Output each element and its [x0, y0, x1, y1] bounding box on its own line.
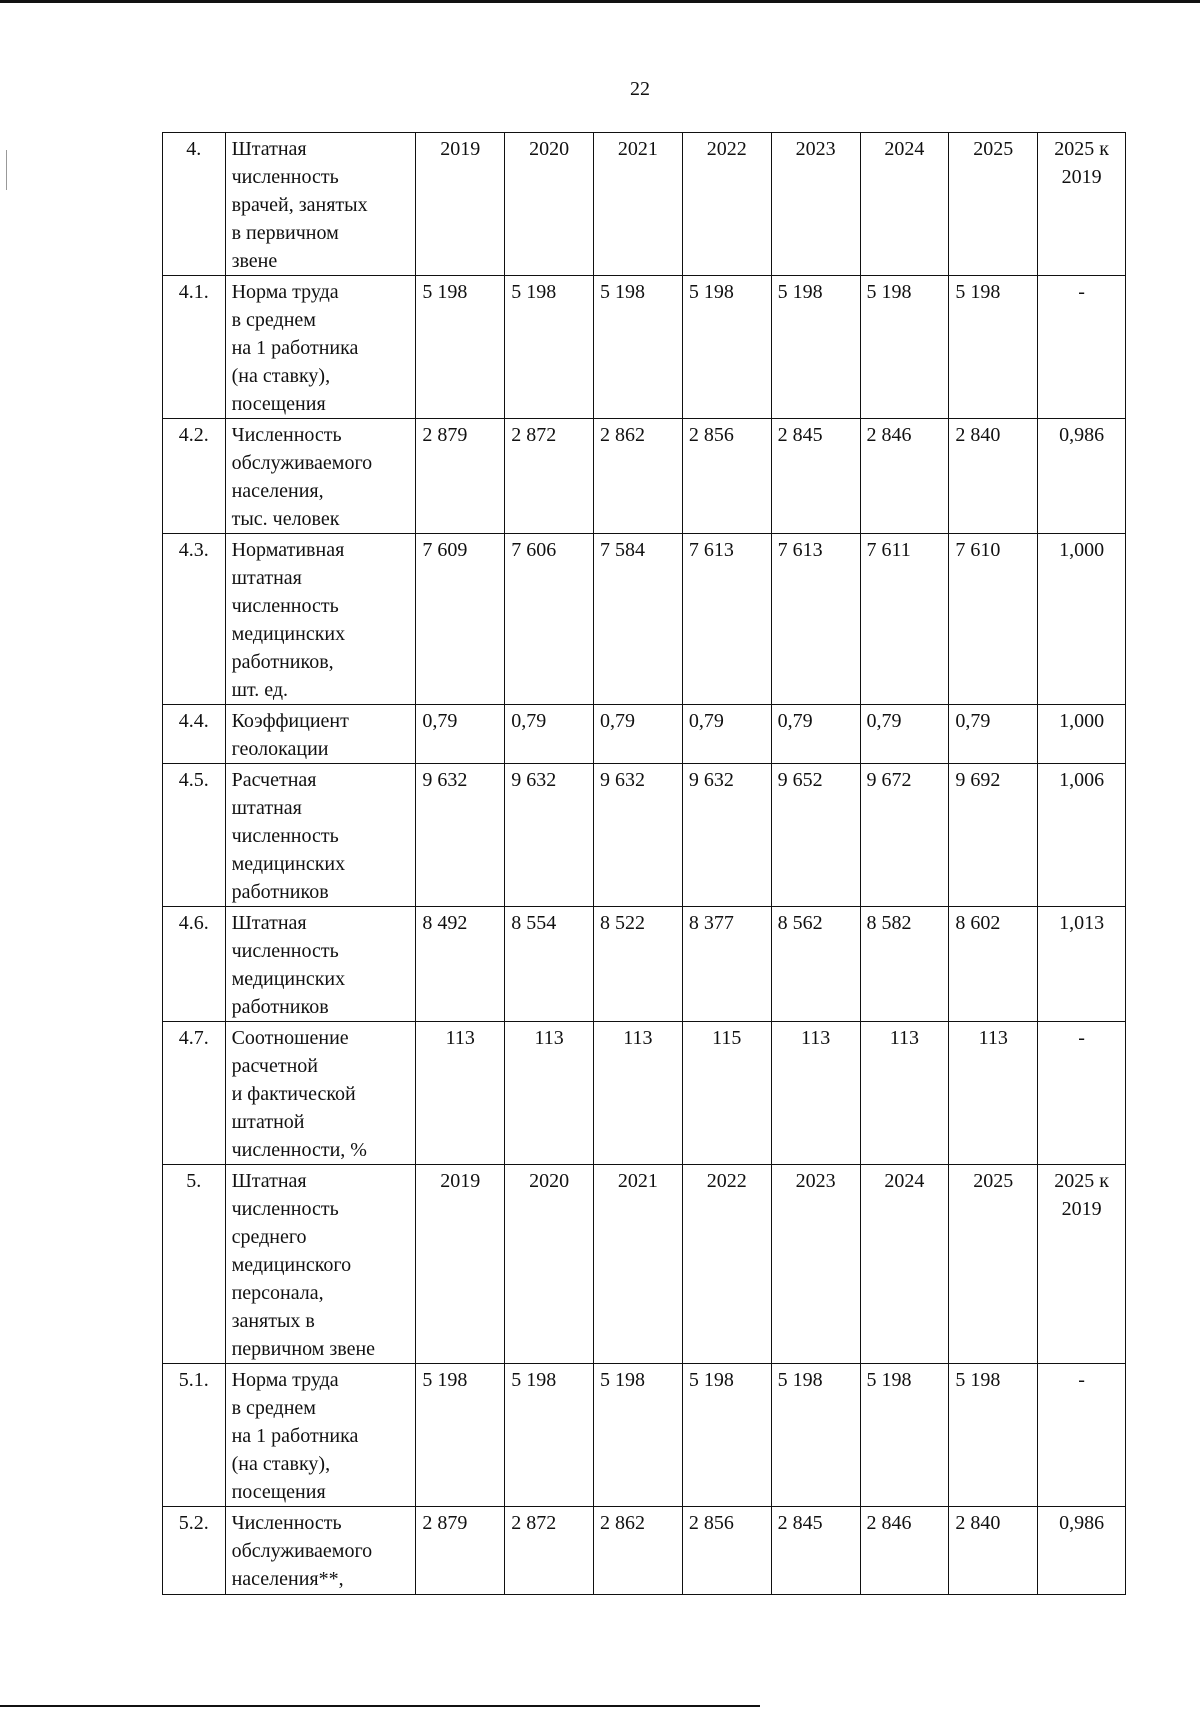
ratio-cell: - — [1038, 276, 1126, 419]
value-cell: 7 613 — [682, 534, 771, 705]
value-cell: 5 198 — [771, 1364, 860, 1507]
ratio-cell: - — [1038, 1364, 1126, 1507]
value-cell: 9 632 — [505, 764, 594, 907]
value-cell: 2020 — [505, 1165, 594, 1364]
value-cell: 2021 — [594, 133, 683, 276]
value-cell: 2 879 — [416, 1507, 505, 1595]
table-row — [163, 1364, 1126, 1507]
row-number: 5. — [163, 1165, 226, 1364]
ratio-cell: 2025 к 2019 — [1038, 1165, 1126, 1364]
value-cell: 113 — [771, 1022, 860, 1165]
value-cell: 2 840 — [949, 419, 1038, 534]
value-cell: 8 377 — [682, 907, 771, 1022]
value-cell: 2025 — [949, 1165, 1038, 1364]
row-number: 4.5. — [163, 764, 226, 907]
value-cell: 2 856 — [682, 1507, 771, 1595]
value-cell: 8 554 — [505, 907, 594, 1022]
row-label: Норма труда в среднем на 1 работника (на ставку), посещения — [225, 1364, 416, 1507]
table-row — [163, 534, 1126, 705]
table-row — [163, 764, 1126, 907]
ratio-cell: 2025 к 2019 — [1038, 133, 1126, 276]
row-number: 4.2. — [163, 419, 226, 534]
table-body — [163, 133, 1126, 1595]
row-label: Штатная численность среднего медицинского персонала, занятых в первичном звене — [225, 1165, 416, 1364]
page-number: 22 — [630, 78, 650, 100]
table-row — [163, 419, 1126, 534]
value-cell: 2024 — [860, 133, 949, 276]
value-cell: 7 613 — [771, 534, 860, 705]
value-cell: 7 611 — [860, 534, 949, 705]
left-scan-mark — [6, 150, 7, 190]
table-row — [163, 276, 1126, 419]
value-cell: 2 872 — [505, 419, 594, 534]
value-cell: 113 — [505, 1022, 594, 1165]
row-number: 5.2. — [163, 1507, 226, 1595]
table-row — [163, 1022, 1126, 1165]
value-cell: 2019 — [416, 133, 505, 276]
value-cell: 113 — [594, 1022, 683, 1165]
row-number: 4. — [163, 133, 226, 276]
value-cell: 5 198 — [505, 276, 594, 419]
table-row — [163, 907, 1126, 1022]
value-cell: 2021 — [594, 1165, 683, 1364]
value-cell: 0,79 — [416, 705, 505, 764]
row-number: 4.4. — [163, 705, 226, 764]
value-cell: 0,79 — [682, 705, 771, 764]
value-cell: 9 692 — [949, 764, 1038, 907]
value-cell: 2 856 — [682, 419, 771, 534]
value-cell: 2025 — [949, 133, 1038, 276]
value-cell: 7 610 — [949, 534, 1038, 705]
value-cell: 0,79 — [505, 705, 594, 764]
value-cell: 9 672 — [860, 764, 949, 907]
row-label: Норма труда в среднем на 1 работника (на ставку), посещения — [225, 276, 416, 419]
value-cell: 5 198 — [682, 1364, 771, 1507]
ratio-cell: 1,006 — [1038, 764, 1126, 907]
value-cell: 0,79 — [594, 705, 683, 764]
value-cell: 7 606 — [505, 534, 594, 705]
ratio-cell: 1,000 — [1038, 534, 1126, 705]
value-cell: 5 198 — [860, 276, 949, 419]
value-cell: 5 198 — [416, 276, 505, 419]
ratio-cell: 1,000 — [1038, 705, 1126, 764]
value-cell: 2 846 — [860, 419, 949, 534]
value-cell: 5 198 — [771, 276, 860, 419]
ratio-cell: - — [1038, 1022, 1126, 1165]
row-number: 4.1. — [163, 276, 226, 419]
value-cell: 2022 — [682, 1165, 771, 1364]
bottom-scan-border — [0, 1705, 760, 1707]
table-row — [163, 1507, 1126, 1595]
row-label: Нормативная штатная численность медицинских работников, шт. ед. — [225, 534, 416, 705]
value-cell: 5 198 — [682, 276, 771, 419]
value-cell: 5 198 — [860, 1364, 949, 1507]
value-cell: 2 879 — [416, 419, 505, 534]
ratio-cell: 0,986 — [1038, 1507, 1126, 1595]
value-cell: 5 198 — [949, 1364, 1038, 1507]
value-cell: 2 845 — [771, 1507, 860, 1595]
value-cell: 115 — [682, 1022, 771, 1165]
value-cell: 2024 — [860, 1165, 949, 1364]
row-label: Штатная численность врачей, занятых в первичном звене — [225, 133, 416, 276]
value-cell: 8 522 — [594, 907, 683, 1022]
table-row — [163, 1165, 1126, 1364]
table-row — [163, 705, 1126, 764]
row-number: 4.7. — [163, 1022, 226, 1165]
value-cell: 5 198 — [594, 276, 683, 419]
value-cell: 2 862 — [594, 419, 683, 534]
value-cell: 113 — [949, 1022, 1038, 1165]
row-number: 5.1. — [163, 1364, 226, 1507]
ratio-cell: 0,986 — [1038, 419, 1126, 534]
value-cell: 5 198 — [416, 1364, 505, 1507]
row-number: 4.6. — [163, 907, 226, 1022]
value-cell: 2023 — [771, 133, 860, 276]
value-cell: 2 845 — [771, 419, 860, 534]
value-cell: 5 198 — [505, 1364, 594, 1507]
value-cell: 5 198 — [949, 276, 1038, 419]
value-cell: 8 582 — [860, 907, 949, 1022]
staffing-table — [162, 132, 1126, 1595]
ratio-cell: 1,013 — [1038, 907, 1126, 1022]
value-cell: 2023 — [771, 1165, 860, 1364]
row-label: Коэффициент геолокации — [225, 705, 416, 764]
row-label: Соотношение расчетной и фактической штатной численности, % — [225, 1022, 416, 1165]
value-cell: 113 — [860, 1022, 949, 1165]
value-cell: 9 652 — [771, 764, 860, 907]
row-label: Численность обслуживаемого населения, тыс. человек — [225, 419, 416, 534]
value-cell: 9 632 — [416, 764, 505, 907]
row-number: 4.3. — [163, 534, 226, 705]
top-scan-border — [0, 0, 1200, 3]
value-cell: 2019 — [416, 1165, 505, 1364]
value-cell: 8 492 — [416, 907, 505, 1022]
value-cell: 2 862 — [594, 1507, 683, 1595]
value-cell: 7 609 — [416, 534, 505, 705]
value-cell: 8 602 — [949, 907, 1038, 1022]
value-cell: 9 632 — [682, 764, 771, 907]
value-cell: 2 846 — [860, 1507, 949, 1595]
row-label: Штатная численность медицинских работников — [225, 907, 416, 1022]
value-cell: 5 198 — [594, 1364, 683, 1507]
value-cell: 8 562 — [771, 907, 860, 1022]
value-cell: 7 584 — [594, 534, 683, 705]
value-cell: 9 632 — [594, 764, 683, 907]
value-cell: 2 872 — [505, 1507, 594, 1595]
value-cell: 2022 — [682, 133, 771, 276]
value-cell: 0,79 — [949, 705, 1038, 764]
value-cell: 0,79 — [771, 705, 860, 764]
value-cell: 0,79 — [860, 705, 949, 764]
row-label: Численность обслуживаемого населения**, — [225, 1507, 416, 1595]
value-cell: 113 — [416, 1022, 505, 1165]
value-cell: 2 840 — [949, 1507, 1038, 1595]
value-cell: 2020 — [505, 133, 594, 276]
row-label: Расчетная штатная численность медицинских работников — [225, 764, 416, 907]
table-row — [163, 133, 1126, 276]
